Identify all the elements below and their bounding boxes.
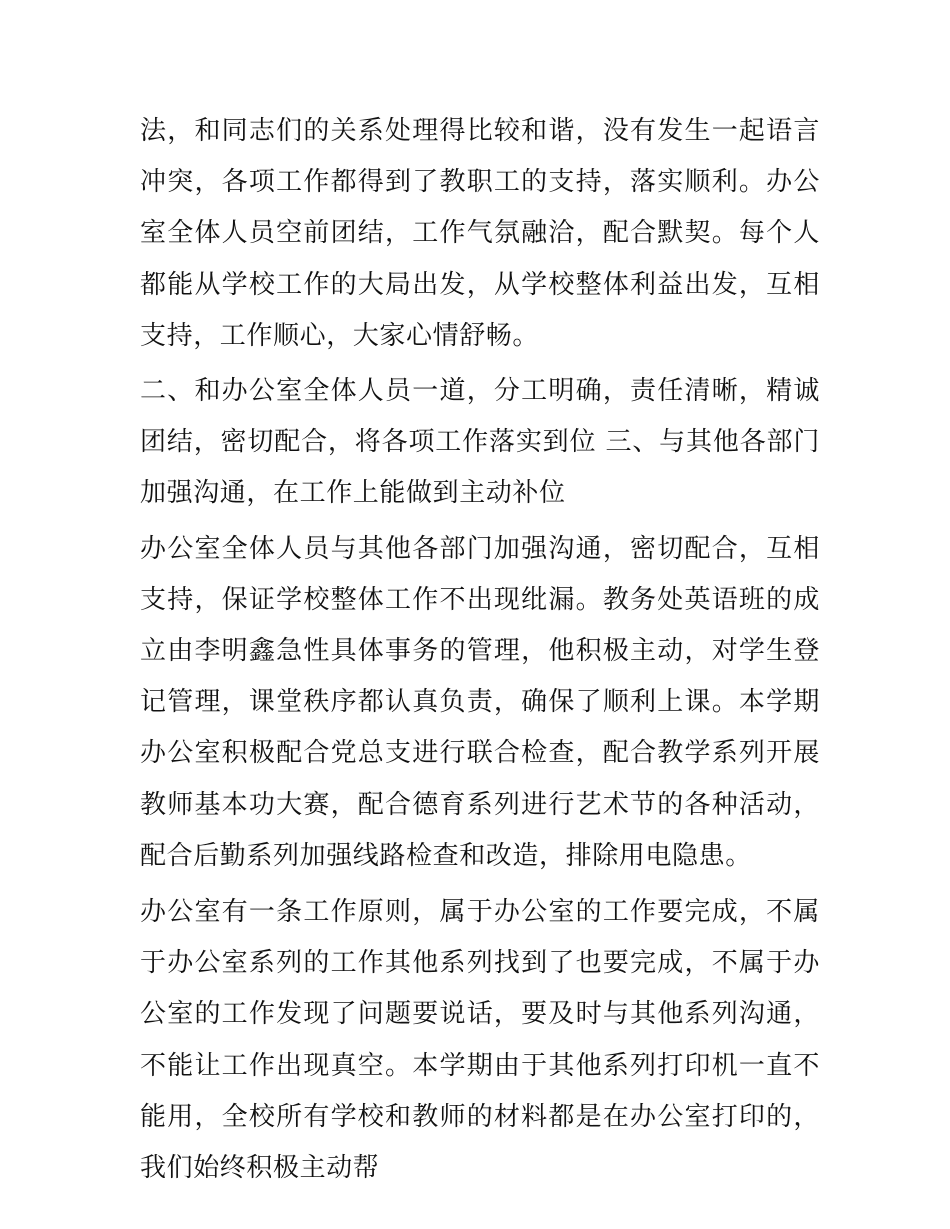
paragraph-4: 办公室有一条工作原则，属于办公室的工作要完成，不属于办公室系列的工作其他系列找到了也要完成，不属于办公室的工作发现了问题要说话，要及时与其他系列沟通，不能让工作出现真空。本学期由于其他系列打印机一直不能用，全校所有学校和教师的材料都是在办公室打印的，我们始终积极主动帮 bbox=[140, 897, 820, 1184]
paragraph-3: 办公室全体人员与其他各部门加强沟通，密切配合，互相支持，保证学校整体工作不出现纰漏。教务处英语班的成立由李明鑫急性具体事务的管理，他积极主动，对学生登记管理，课堂秩序都认真负责，确保了顺利上课。本学期办公室积极配合党总支进行联合检查，配合教学系列开展教师基本功大赛，配合德育系列进行艺术节的各种活动，配合后勤系列加强线路检查和改造，排除用电隐患。 bbox=[140, 533, 820, 871]
paragraph-1: 法，和同志们的关系处理得比较和谐，没有发生一起语言冲突，各项工作都得到了教职工的支持，落实顺利。办公室全体人员空前团结，工作气氛融洽，配合默契。每个人都能从学校工作的大局出发，从学校整体利益出发，互相支持，工作顺心，大家心情舒畅。 bbox=[140, 116, 820, 351]
document-body bbox=[140, 106, 820, 1194]
paragraph-2: 二、和办公室全体人员一道，分工明确，责任清晰，精诚团结，密切配合，将各项工作落实到位 三、与其他各部门加强沟通，在工作上能做到主动补位 bbox=[140, 376, 820, 509]
